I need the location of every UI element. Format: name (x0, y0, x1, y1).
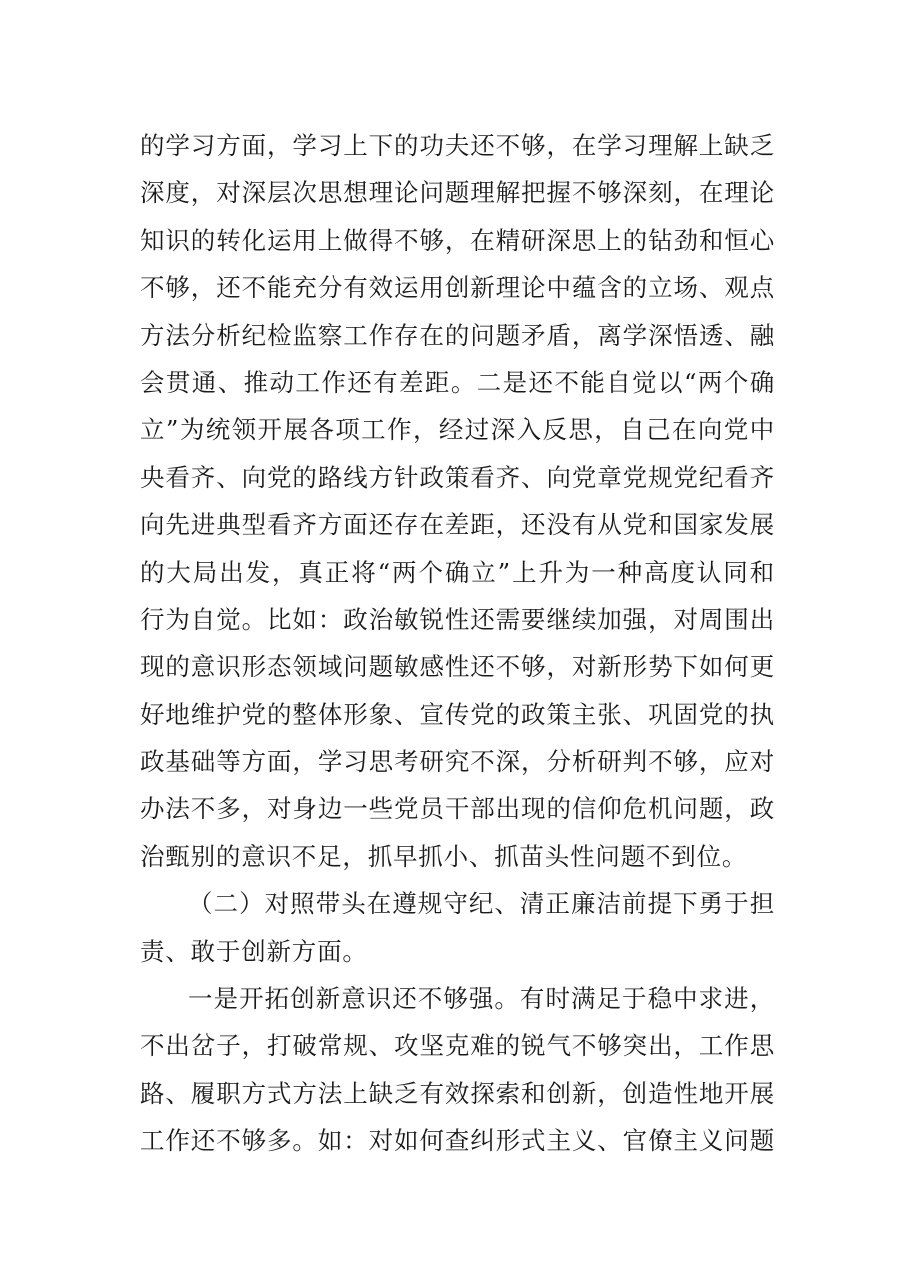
text-line: 不够，还不能充分有效运用创新理论中蕴含的立场、观点 (140, 273, 775, 303)
section-heading-line: 责、敢于创新方面。 (140, 936, 368, 966)
text-line: 知识的转化运用上做得不够，在精研深思上的钻劲和恒心 (140, 225, 775, 255)
text-line: 现的意识形态领域问题敏感性还不够，对新形势下如何更 (140, 652, 775, 682)
text-line: 深度，对深层次思想理论问题理解把握不够深刻，在理论 (140, 178, 775, 208)
text-line: 行为自觉。比如：政治敏锐性还需要继续加强，对周围出 (140, 604, 775, 634)
text-line: 不出岔子，打破常规、攻坚克难的锐气不够突出，工作思 (140, 1031, 775, 1061)
text-line: 立”为统领开展各项工作，经过深入反思，自己在向党中 (140, 415, 775, 445)
text-line: 的大局出发，真正将“两个确立”上升为一种高度认同和 (140, 557, 775, 587)
text-line: 的学习方面，学习上下的功夫还不够，在学习理解上缺乏 (140, 131, 775, 160)
section-heading-line: （二）对照带头在遵规守纪、清正廉洁前提下勇于担 (188, 889, 775, 919)
text-line: 一是开拓创新意识还不够强。有时满足于稳中求进， (188, 984, 775, 1014)
text-line: 政基础等方面，学习思考研究不深，分析研判不够，应对 (140, 747, 775, 777)
text-line: 办法不多，对身边一些党员干部出现的信仰危机问题，政 (140, 794, 775, 824)
text-line: 方法分析纪检监察工作存在的问题矛盾，离学深悟透、融 (140, 320, 775, 350)
text-line: 向先进典型看齐方面还存在差距，还没有从党和国家发展 (140, 510, 775, 540)
text-line: 治甄别的意识不足，抓早抓小、抓苗头性问题不到位。 (140, 841, 748, 871)
text-line: 会贯通、推动工作还有差距。二是还不能自觉以“两个确 (140, 367, 775, 397)
document-body (140, 122, 775, 1165)
text-line: 工作还不够多。如：对如何查纠形式主义、官僚主义问题 (140, 1126, 775, 1156)
text-line: 央看齐、向党的路线方针政策看齐、向党章党规党纪看齐 (140, 462, 775, 492)
text-line: 路、履职方式方法上缺乏有效探索和创新，创造性地开展 (140, 1078, 775, 1108)
text-line: 好地维护党的整体形象、宣传党的政策主张、巩固党的执 (140, 699, 775, 729)
